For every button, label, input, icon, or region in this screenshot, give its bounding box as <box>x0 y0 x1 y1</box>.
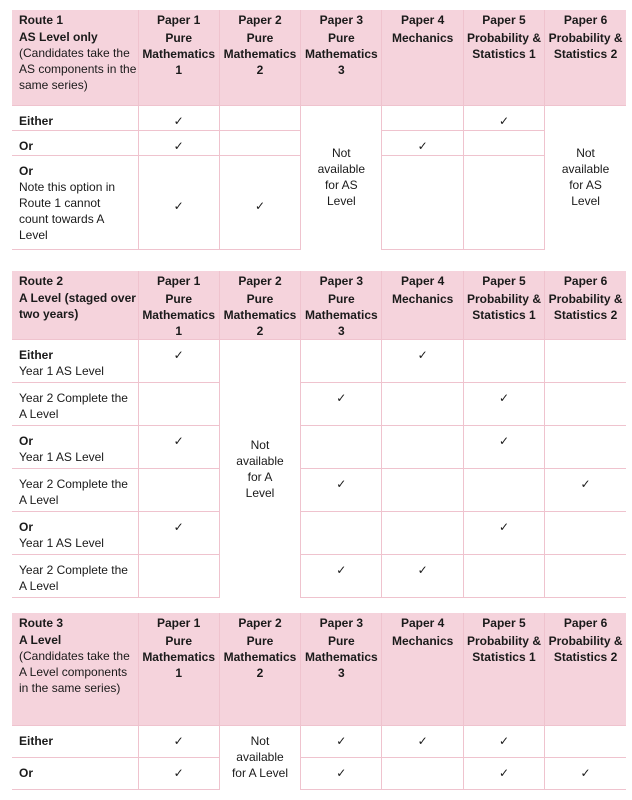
check-icon: ✓ <box>417 563 428 577</box>
paper-5-header: Paper 5 Probability & Statistics 1 <box>463 613 544 725</box>
tick-cell <box>382 155 463 249</box>
check-icon: ✓ <box>254 198 266 213</box>
paper-3-header: Paper 3 Pure Mathematics 3 <box>301 271 382 340</box>
paper-6-header: Paper 6 Probability & Statistics 2 <box>545 10 626 105</box>
paper-5-header: Paper 5 Probability & Statistics 1 <box>463 10 544 105</box>
route-subtitle: AS Level only <box>19 30 98 44</box>
route-2-table <box>12 271 626 598</box>
row-note: Note this option in Route 1 cannot count towards A Level <box>19 179 116 242</box>
paper-4-header: Paper 4 Mechanics <box>382 10 463 105</box>
tick-cell <box>138 469 219 512</box>
tick-cell <box>301 555 382 598</box>
tick-cell <box>463 340 544 383</box>
route-2-header <box>12 271 138 340</box>
tick-cell <box>382 512 463 555</box>
tick-cell <box>545 340 626 383</box>
paper-4-header: Paper 4 Mechanics <box>382 271 463 340</box>
tick-cell <box>463 757 544 789</box>
tick-cell <box>138 757 219 789</box>
check-icon: ✓ <box>173 434 184 448</box>
paper-2-header: Paper 2 Pure Mathematics 2 <box>219 613 300 725</box>
row-label: Year 1 AS Level <box>19 364 104 378</box>
tick-cell <box>382 426 463 469</box>
tick-cell <box>463 512 544 555</box>
tick-cell <box>382 757 463 789</box>
row-label: Or <box>19 138 34 153</box>
check-icon: ✓ <box>498 520 509 534</box>
table-row: Or Year 1 AS Level ✓ ✓ <box>12 512 626 555</box>
not-available-cell: Not available for A Level <box>219 340 300 598</box>
tick-cell <box>545 469 626 512</box>
tick-cell <box>463 105 544 130</box>
check-icon: ✓ <box>336 733 347 748</box>
tick-cell <box>382 105 463 130</box>
check-icon: ✓ <box>498 733 509 748</box>
tick-cell <box>382 130 463 155</box>
row-label: Either <box>19 733 54 748</box>
tick-cell <box>301 512 382 555</box>
tick-cell <box>301 469 382 512</box>
check-icon: ✓ <box>580 765 591 780</box>
paper-2-header: Paper 2 Pure Mathematics 2 <box>219 271 300 340</box>
tick-cell <box>463 383 544 426</box>
paper-5-header: Paper 5 Probability & Statistics 1 <box>463 271 544 340</box>
table-row <box>12 105 626 130</box>
not-available-cell: Not available for AS Level <box>301 105 382 249</box>
tick-cell <box>301 757 382 789</box>
paper-1-header: Paper 1 Pure Mathematics 1 <box>138 10 219 105</box>
tick-cell <box>138 725 219 757</box>
check-icon: ✓ <box>173 733 184 748</box>
tick-cell <box>138 383 219 426</box>
check-icon: ✓ <box>580 477 591 491</box>
tick-cell <box>382 555 463 598</box>
check-icon: ✓ <box>173 348 184 362</box>
tick-cell <box>545 426 626 469</box>
check-icon: ✓ <box>336 563 347 577</box>
check-icon: ✓ <box>417 733 428 748</box>
paper-3-header: Paper 3 Pure Mathematics 3 <box>301 10 382 105</box>
check-icon: ✓ <box>417 348 428 362</box>
paper-1-header: Paper 1 Pure Mathematics 1 <box>138 613 219 725</box>
route-note: (Candidates take the A Level components in the same series) <box>19 649 130 695</box>
table-row: Or Year 1 AS Level ✓ ✓ <box>12 426 626 469</box>
table-row <box>12 469 626 512</box>
route-subtitle: A Level <box>19 633 62 647</box>
tick-cell <box>138 130 219 155</box>
tick-cell <box>545 725 626 757</box>
tick-cell <box>382 725 463 757</box>
check-icon: ✓ <box>336 391 347 405</box>
tick-cell <box>463 555 544 598</box>
tick-cell <box>463 130 544 155</box>
tick-cell <box>382 469 463 512</box>
table-row <box>12 383 626 426</box>
paper-6-header: Paper 6 Probability & Statistics 2 <box>545 271 626 340</box>
route-1-header <box>12 10 138 105</box>
tick-cell <box>463 426 544 469</box>
row-label: Either <box>19 113 54 128</box>
check-icon: ✓ <box>336 765 347 780</box>
not-available-cell: Not available for AS Level <box>545 105 626 249</box>
route-1-table <box>12 10 626 250</box>
tick-cell <box>545 383 626 426</box>
paper-3-header: Paper 3 Pure Mathematics 3 <box>301 613 382 725</box>
check-icon: ✓ <box>417 138 428 153</box>
tick-cell <box>219 155 300 249</box>
paper-4-header: Paper 4 Mechanics <box>382 613 463 725</box>
tick-cell <box>382 340 463 383</box>
tick-cell <box>545 757 626 789</box>
table-row <box>12 555 626 598</box>
tick-cell <box>301 340 382 383</box>
paper-1-header: Paper 1 Pure Mathematics 1 <box>138 271 219 340</box>
tick-cell <box>545 555 626 598</box>
check-icon: ✓ <box>173 138 184 153</box>
check-icon: ✓ <box>336 477 347 491</box>
tick-cell <box>382 383 463 426</box>
row-label: Year 1 AS Level <box>19 450 104 464</box>
tick-cell <box>301 725 382 757</box>
route-3-table <box>12 613 626 790</box>
check-icon: ✓ <box>498 391 509 405</box>
row-label: Year 1 AS Level <box>19 536 104 550</box>
tick-cell <box>463 469 544 512</box>
check-icon: ✓ <box>173 765 184 780</box>
tick-cell <box>138 426 219 469</box>
check-icon: ✓ <box>173 113 184 128</box>
route-title: Route 3 <box>19 616 64 630</box>
check-icon: ✓ <box>498 434 509 448</box>
tick-cell <box>138 105 219 130</box>
row-label: Or <box>19 765 34 780</box>
tick-cell <box>138 340 219 383</box>
tick-cell <box>301 383 382 426</box>
tick-cell <box>545 512 626 555</box>
table-row <box>12 725 626 757</box>
route-title: Route 1 <box>19 13 64 27</box>
not-available-cell: Not available for A Level <box>219 725 300 789</box>
row-label: Year 2 Complete the A Level <box>19 391 128 421</box>
tick-cell <box>301 426 382 469</box>
route-subtitle: A Level (staged over two years) <box>19 291 136 321</box>
tick-cell <box>219 105 300 130</box>
route-note: (Candidates take the AS components in the same series) <box>19 46 137 92</box>
table-row: Either Year 1 AS Level ✓ Not available for A Level ✓ <box>12 340 626 383</box>
tick-cell <box>138 155 219 249</box>
check-icon: ✓ <box>498 113 509 128</box>
route-title: Route 2 <box>19 274 64 288</box>
paper-2-header: Paper 2 Pure Mathematics 2 <box>219 10 300 105</box>
route-3-header <box>12 613 138 725</box>
tick-cell <box>219 130 300 155</box>
check-icon: ✓ <box>498 765 509 780</box>
row-label: Year 2 Complete the A Level <box>19 477 128 507</box>
tick-cell <box>463 155 544 249</box>
check-icon: ✓ <box>173 520 184 534</box>
check-icon: ✓ <box>173 198 184 213</box>
row-label: Year 2 Complete the A Level <box>19 563 128 593</box>
tick-cell <box>138 512 219 555</box>
table-row <box>12 757 626 789</box>
tick-cell <box>463 725 544 757</box>
paper-6-header: Paper 6 Probability & Statistics 2 <box>545 613 626 725</box>
tick-cell <box>138 555 219 598</box>
row-label: Or <box>19 163 34 178</box>
